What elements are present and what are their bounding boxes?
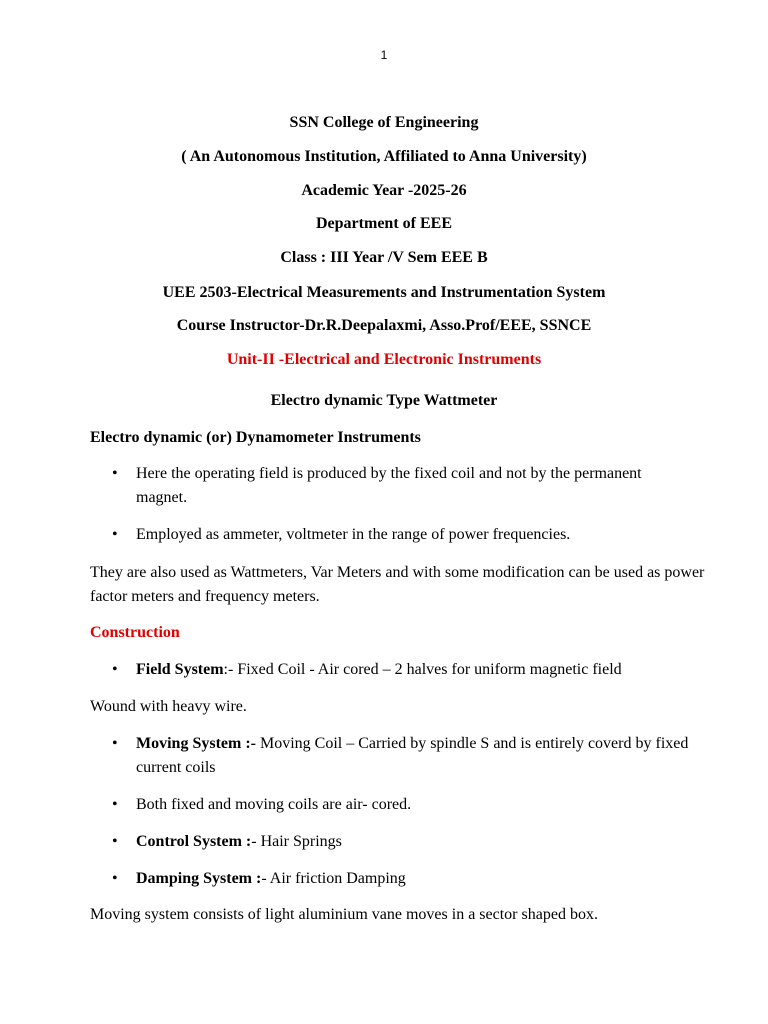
list-item-moving-system [112,732,692,780]
damping-system-label: Damping System : [136,870,262,887]
field-system-text: :- Fixed Coil - Air cored – 2 halves for uniform magnetic field [223,661,622,678]
bullet-icon: • [112,833,118,850]
course-instructor: Course Instructor-Dr.R.Deepalaxmi, Asso.Prof/EEE, SSNCE [176,317,592,334]
list-item-control-system [112,830,692,854]
list-item-air-cored [112,793,692,817]
department: Department of EEE [316,215,452,232]
construction-heading: Construction [90,624,180,641]
wound-text: Wound with heavy wire. [90,698,247,715]
class-info: Class : III Year /V Sem EEE B [280,249,488,266]
list-item-field-system [112,658,692,682]
closing-paragraph: Moving system consists of light aluminium vane moves in a sector shaped box. [90,906,598,923]
moving-system-text: Moving Coil – Carried by spindle S and is entirely coverd by fixed current coils [136,735,689,776]
list-item-text: Employed as ammeter, voltmeter in the range of power frequencies. [136,526,571,543]
bullet-icon: • [112,870,118,887]
course-title: UEE 2503-Electrical Measurements and Instrumentation System [162,284,606,301]
list-item-text: Here the operating field is produced by the fixed coil and not by the permanent magnet. [136,465,642,506]
damping-system-text: - Air friction Damping [261,870,406,887]
bullet-icon: • [112,526,118,543]
list-item-damping-system [112,867,692,891]
page-number: 1 [380,48,388,62]
college-affiliation: ( An Autonomous Institution, Affiliated to Anna University) [181,148,587,165]
body-paragraph: They are also used as Wattmeters, Var Meters and with some modification can be used as power factor meters and frequency meters. [90,564,705,605]
college-name: SSN College of Engineering [289,114,479,131]
topic-title: Electro dynamic Type Wattmeter [270,392,498,409]
list-item [112,462,692,510]
section-heading: Electro dynamic (or) Dynamometer Instruments [90,429,421,446]
moving-system-label: Moving System [136,735,242,752]
bullet-icon: • [112,735,118,752]
moving-system-sep: :- [241,735,256,752]
academic-year: Academic Year -2025-26 [301,182,467,199]
bullet-icon: • [112,465,118,482]
unit-title: Unit-II -Electrical and Electronic Instruments [226,351,542,368]
bullet-icon: • [112,796,118,813]
field-system-label: Field System [136,661,224,678]
control-system-text: - Hair Springs [251,833,342,850]
air-cored-text: Both fixed and moving coils are air- cored. [136,796,412,813]
list-item [112,523,692,547]
bullet-icon: • [112,661,118,678]
control-system-label: Control System : [136,833,252,850]
